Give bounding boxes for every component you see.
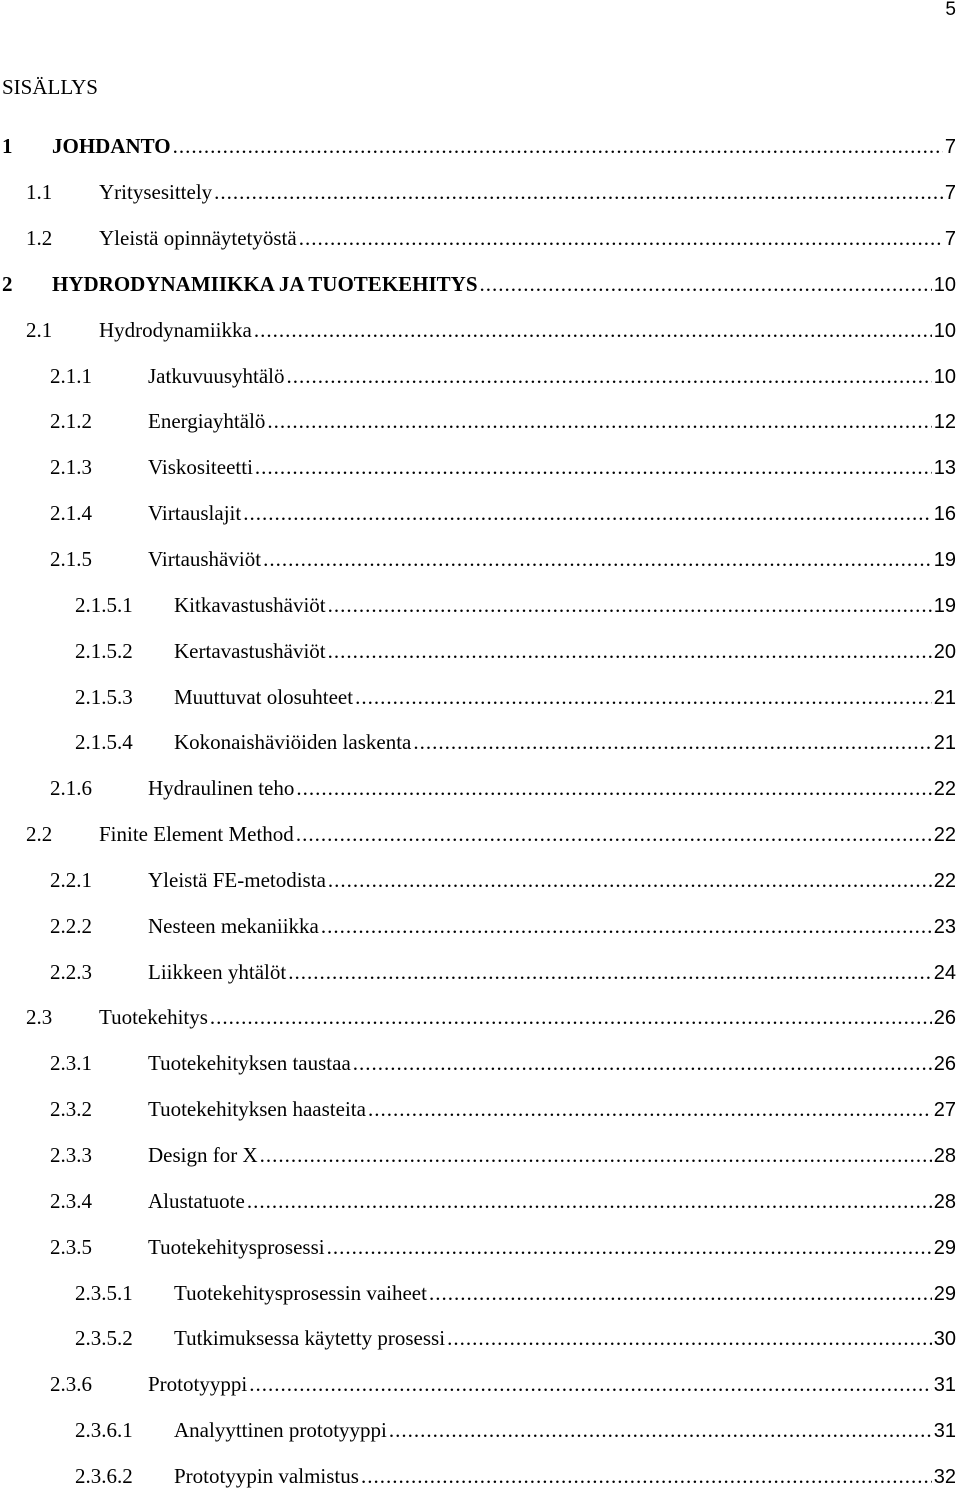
- toc-entry[interactable]: [0, 582, 956, 628]
- toc-entry-page: 19: [933, 549, 956, 572]
- toc-entry-page: 21: [933, 732, 956, 755]
- table-of-contents: [0, 124, 956, 1499]
- toc-entry-page: 16: [933, 503, 956, 526]
- toc-entry-line: [148, 868, 956, 893]
- toc-entry-title: Muuttuvat olosuhteet: [174, 684, 354, 709]
- toc-entry-line: [99, 822, 956, 847]
- dot-leader: [255, 455, 932, 480]
- toc-entry-title: JOHDANTO: [52, 134, 171, 159]
- toc-entry-title: Yleistä opinnäytetyöstä: [99, 226, 297, 251]
- toc-entry[interactable]: [0, 307, 956, 353]
- toc-entry-page: 10: [933, 273, 956, 296]
- toc-entry[interactable]: [0, 1270, 956, 1316]
- toc-entry[interactable]: [0, 491, 956, 537]
- dot-leader: [355, 685, 932, 710]
- toc-entry-title: Tuotekehitysprosessi: [148, 1234, 325, 1259]
- toc-entry[interactable]: [0, 858, 956, 904]
- toc-entry-page: 27: [933, 1099, 956, 1122]
- toc-entry-title: Jatkuvuusyhtälö: [148, 363, 285, 388]
- toc-entry-title: Yritysesittely: [99, 180, 213, 205]
- toc-entry-number: 2.1.5.4: [75, 730, 133, 755]
- toc-entry-title: Yleistä FE-metodista: [148, 867, 326, 892]
- toc-entry-title: Tuotekehityksen haasteita: [148, 1097, 366, 1122]
- toc-entry-line: [148, 409, 956, 434]
- toc-entry-number: 2.2.1: [50, 867, 92, 892]
- toc-entry[interactable]: [0, 903, 956, 949]
- toc-entry-number: 2.3.6: [50, 1372, 92, 1397]
- toc-entry[interactable]: [0, 1362, 956, 1408]
- toc-entry-line: [148, 1143, 956, 1168]
- toc-entry-page: 26: [933, 1007, 956, 1030]
- toc-entry-line: [99, 226, 956, 251]
- toc-entry-number: 2.3.5.1: [75, 1280, 133, 1305]
- toc-entry-page: 31: [933, 1420, 956, 1443]
- toc-entry-line: [99, 1005, 956, 1030]
- dot-leader: [287, 364, 932, 389]
- toc-entry-number: 2.3.6.1: [75, 1418, 133, 1443]
- toc-entry-number: 1: [2, 134, 13, 159]
- toc-entry-line: [174, 1418, 956, 1443]
- toc-entry-line: [174, 685, 956, 710]
- toc-entry-line: [174, 639, 956, 664]
- dot-leader: [296, 822, 932, 847]
- toc-entry-page: 28: [933, 1190, 956, 1213]
- toc-entry-page: 22: [933, 824, 956, 847]
- toc-entry[interactable]: [0, 628, 956, 674]
- toc-heading: SISÄLLYS: [2, 75, 98, 99]
- dot-leader: [254, 318, 932, 343]
- toc-entry-number: 2.1.4: [50, 501, 92, 526]
- dot-leader: [214, 180, 943, 205]
- toc-entry-page: 31: [933, 1374, 956, 1397]
- toc-entry-number: 2.3.6.2: [75, 1463, 133, 1488]
- toc-entry-line: [148, 1189, 956, 1214]
- dot-leader: [321, 914, 932, 939]
- toc-entry-page: 12: [933, 411, 956, 434]
- toc-entry-line: [148, 547, 956, 572]
- toc-entry-line: [174, 1281, 956, 1306]
- toc-entry[interactable]: [0, 949, 956, 995]
- toc-entry-number: 1.1: [26, 180, 53, 205]
- toc-entry[interactable]: [0, 124, 956, 170]
- toc-entry-number: 2.3.3: [50, 1142, 92, 1167]
- toc-entry[interactable]: [0, 216, 956, 262]
- toc-entry-line: [99, 180, 956, 205]
- toc-entry-number: 2.1: [26, 317, 53, 342]
- toc-entry-number: 2.3: [26, 1005, 53, 1030]
- toc-entry-line: [148, 455, 956, 480]
- toc-entry-page: 13: [933, 457, 956, 480]
- toc-entry-title: Hydraulinen teho: [148, 776, 295, 801]
- toc-entry[interactable]: [0, 1224, 956, 1270]
- toc-entry[interactable]: [0, 674, 956, 720]
- dot-leader: [247, 1189, 932, 1214]
- toc-entry-title: Virtaushäviöt: [148, 547, 262, 572]
- toc-entry-number: 2.3.5: [50, 1234, 92, 1259]
- toc-entry-line: [148, 501, 956, 526]
- toc-entry-page: 24: [933, 961, 956, 984]
- toc-entry-page: 20: [933, 640, 956, 663]
- toc-entry-page: 30: [933, 1328, 956, 1351]
- toc-entry-page: 10: [933, 319, 956, 342]
- toc-entry-line: [174, 1464, 956, 1489]
- toc-entry-title: Design for X: [148, 1142, 258, 1167]
- toc-entry-line: [52, 272, 956, 297]
- toc-entry-number: 2.1.6: [50, 776, 92, 801]
- toc-entry[interactable]: [0, 812, 956, 858]
- toc-entry-title: Alustatuote: [148, 1188, 245, 1213]
- toc-entry-title: Kitkavastushäviöt: [174, 592, 326, 617]
- toc-entry[interactable]: [0, 170, 956, 216]
- toc-entry[interactable]: [0, 1133, 956, 1179]
- toc-entry[interactable]: [0, 445, 956, 491]
- toc-entry-title: Liikkeen yhtälöt: [148, 959, 287, 984]
- toc-entry-number: 2.3.5.2: [75, 1326, 133, 1351]
- dot-leader: [389, 1418, 932, 1443]
- toc-entry-line: [148, 1051, 956, 1076]
- toc-entry-title: Tutkimuksessa käytetty prosessi: [174, 1326, 446, 1351]
- dot-leader: [480, 272, 932, 297]
- toc-entry-line: [99, 318, 956, 343]
- toc-entry-number: 2.3.1: [50, 1051, 92, 1076]
- toc-entry-page: 23: [933, 915, 956, 938]
- toc-entry-page: 19: [933, 594, 956, 617]
- dot-leader: [173, 134, 943, 159]
- toc-entry-page: 28: [933, 1144, 956, 1167]
- toc-entry-title: Analyyttinen prototyyppi: [174, 1418, 387, 1443]
- toc-entry[interactable]: [0, 537, 956, 583]
- toc-entry-page: 7: [944, 182, 956, 205]
- toc-entry-line: [148, 1097, 956, 1122]
- toc-entry-number: 2.1.1: [50, 363, 92, 388]
- toc-entry[interactable]: [0, 353, 956, 399]
- toc-entry-number: 2.1.3: [50, 455, 92, 480]
- toc-entry-page: 29: [933, 1236, 956, 1259]
- toc-entry-title: Energiayhtälö: [148, 409, 266, 434]
- toc-entry-title: Tuotekehitys: [99, 1005, 208, 1030]
- toc-entry-title: Kokonaishäviöiden laskenta: [174, 730, 412, 755]
- toc-entry-title: Viskositeetti: [148, 455, 253, 480]
- dot-leader: [299, 226, 943, 251]
- toc-entry-title: Hydrodynamiikka: [99, 317, 252, 342]
- toc-entry-line: [148, 364, 956, 389]
- toc-entry-line: [148, 1372, 956, 1397]
- dot-leader: [328, 868, 932, 893]
- dot-leader: [263, 547, 932, 572]
- toc-entry[interactable]: [0, 1453, 956, 1499]
- dot-leader: [210, 1005, 932, 1030]
- toc-entry[interactable]: [0, 399, 956, 445]
- toc-entry[interactable]: [0, 262, 956, 308]
- toc-entry-page: 29: [933, 1282, 956, 1305]
- toc-entry-title: Virtauslajit: [148, 501, 242, 526]
- toc-entry-number: 2.2.3: [50, 959, 92, 984]
- toc-entry-line: [174, 593, 956, 618]
- toc-entry-number: 2.1.5: [50, 547, 92, 572]
- toc-entry-page: 7: [944, 136, 956, 159]
- toc-entry[interactable]: [0, 720, 956, 766]
- toc-entry-line: [174, 730, 956, 755]
- dot-leader: [413, 730, 931, 755]
- dot-leader: [327, 1235, 932, 1260]
- toc-entry-number: 2.1.5.3: [75, 684, 133, 709]
- toc-entry-line: [148, 960, 956, 985]
- dot-leader: [368, 1097, 932, 1122]
- toc-entry-title: Tuotekehityksen taustaa: [148, 1051, 351, 1076]
- toc-entry-number: 2.1.5.1: [75, 592, 133, 617]
- toc-entry-title: Prototyyppi: [148, 1372, 248, 1397]
- toc-entry-number: 2.3.2: [50, 1097, 92, 1122]
- toc-entry-line: [174, 1326, 956, 1351]
- dot-leader: [249, 1372, 932, 1397]
- toc-entry-number: 2.1.2: [50, 409, 92, 434]
- dot-leader: [353, 1051, 932, 1076]
- toc-entry-title: Nesteen mekaniikka: [148, 913, 319, 938]
- toc-entry-title: Prototyypin valmistus: [174, 1463, 359, 1488]
- dot-leader: [296, 776, 931, 801]
- dot-leader: [447, 1326, 932, 1351]
- dot-leader: [260, 1143, 932, 1168]
- toc-entry[interactable]: [0, 1087, 956, 1133]
- toc-entry[interactable]: [0, 1408, 956, 1454]
- toc-entry-title: HYDRODYNAMIIKKA JA TUOTEKEHITYS: [52, 271, 478, 296]
- toc-entry-page: 32: [933, 1465, 956, 1488]
- dot-leader: [328, 639, 932, 664]
- dot-leader: [429, 1281, 932, 1306]
- page-number: 5: [945, 0, 956, 20]
- dot-leader: [288, 960, 932, 985]
- toc-entry-line: [148, 914, 956, 939]
- toc-entry-line: [52, 134, 956, 159]
- toc-entry-title: Finite Element Method: [99, 822, 294, 847]
- toc-entry-title: Tuotekehitysprosessin vaiheet: [174, 1280, 427, 1305]
- toc-entry-page: 26: [933, 1053, 956, 1076]
- toc-entry[interactable]: [0, 1316, 956, 1362]
- toc-entry-page: 10: [933, 365, 956, 388]
- toc-entry-title: Kertavastushäviöt: [174, 638, 326, 663]
- toc-entry-number: 2.2.2: [50, 913, 92, 938]
- toc-entry-number: 1.2: [26, 226, 53, 251]
- toc-entry-number: 2.1.5.2: [75, 638, 133, 663]
- toc-entry-page: 21: [933, 686, 956, 709]
- toc-entry[interactable]: [0, 995, 956, 1041]
- toc-entry-line: [148, 776, 956, 801]
- dot-leader: [243, 501, 932, 526]
- toc-entry[interactable]: [0, 1178, 956, 1224]
- dot-leader: [361, 1464, 932, 1489]
- toc-entry-page: 22: [933, 869, 956, 892]
- toc-entry-number: 2.2: [26, 822, 53, 847]
- toc-entry-number: 2: [2, 271, 13, 296]
- toc-entry-page: 22: [933, 778, 956, 801]
- toc-entry-number: 2.3.4: [50, 1188, 92, 1213]
- toc-entry[interactable]: [0, 766, 956, 812]
- toc-entry[interactable]: [0, 1041, 956, 1087]
- dot-leader: [328, 593, 932, 618]
- toc-entry-line: [148, 1235, 956, 1260]
- dot-leader: [267, 409, 931, 434]
- toc-entry-page: 7: [944, 228, 956, 251]
